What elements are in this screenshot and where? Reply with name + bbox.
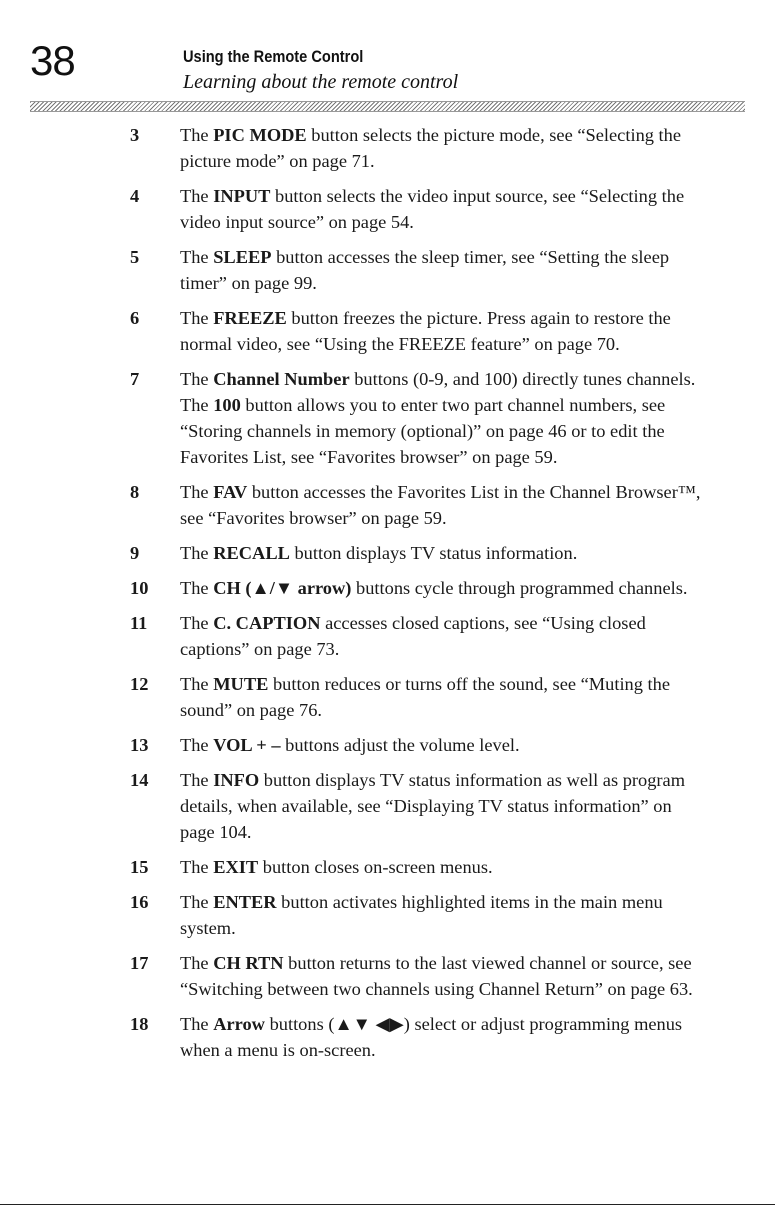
- item-number: 5: [130, 247, 140, 267]
- item-text: The Channel Number buttons (0-9, and 100) directly tunes channels. The 100 button allows you to enter two part channel numbers, see “Storing channels in memory (optional)” on page 46 or to edit the Favorites List, see “Favorites browser” on page 59.: [180, 369, 696, 467]
- item-text: The INFO button displays TV status information as well as program details, when available, see “Displaying TV status information” on page 104.: [180, 770, 686, 842]
- footer-rule: [0, 1204, 775, 1205]
- button-name: INFO: [213, 770, 260, 790]
- list-item: [0, 671, 775, 723]
- item-text: The EXIT button closes on-screen menus.: [180, 857, 493, 877]
- list-item: [0, 366, 775, 470]
- section-subtitle: Learning about the remote control: [183, 71, 459, 93]
- item-number: 9: [130, 543, 140, 563]
- list-item: [0, 183, 775, 235]
- item-text: The VOL + – buttons adjust the volume level.: [180, 735, 520, 755]
- item-list: [0, 122, 775, 1072]
- list-item: [0, 305, 775, 357]
- list-item: [0, 244, 775, 296]
- button-name: 100: [213, 395, 241, 415]
- list-item: [0, 1011, 775, 1063]
- list-item: [0, 122, 775, 174]
- item-text: The FAV button accesses the Favorites List in the Channel Browser™, see “Favorites browser” on page 59.: [180, 482, 701, 528]
- page-number: 38: [30, 37, 75, 84]
- item-number: 11: [130, 613, 148, 633]
- item-text: The SLEEP button accesses the sleep timer, see “Setting the sleep timer” on page 99.: [180, 247, 670, 293]
- item-number: 13: [130, 735, 149, 755]
- item-text: The FREEZE button freezes the picture. Press again to restore the normal video, see “Using the FREEZE feature” on page 70.: [180, 308, 671, 354]
- list-item: [0, 479, 775, 531]
- button-name: VOL + –: [213, 735, 281, 755]
- item-text: The CH RTN button returns to the last viewed channel or source, see “Switching between two channels using Channel Return” on page 63.: [180, 953, 693, 999]
- list-item: [0, 950, 775, 1002]
- button-name: SLEEP: [213, 247, 272, 267]
- item-number: 12: [130, 674, 149, 694]
- item-number: 3: [130, 125, 140, 145]
- button-name: FAV: [213, 482, 248, 502]
- item-number: 17: [130, 953, 149, 973]
- item-text: The CH (▲/▼ arrow) buttons cycle through programmed channels.: [180, 578, 688, 598]
- item-number: 6: [130, 308, 140, 328]
- list-item: [0, 540, 775, 566]
- item-text: The INPUT button selects the video input source, see “Selecting the video input source” on page 54.: [180, 186, 685, 232]
- item-number: 18: [130, 1014, 149, 1034]
- item-number: 8: [130, 482, 140, 502]
- button-name: MUTE: [213, 674, 269, 694]
- list-item: [0, 854, 775, 880]
- button-name: RECALL: [213, 543, 290, 563]
- button-name: C. CAPTION: [213, 613, 321, 633]
- list-item: [0, 889, 775, 941]
- button-name: Channel Number: [213, 369, 350, 389]
- item-number: 16: [130, 892, 149, 912]
- button-name: EXIT: [213, 857, 259, 877]
- item-number: 14: [130, 770, 149, 790]
- button-name: CH (▲/▼ arrow): [213, 578, 352, 598]
- item-number: 4: [130, 186, 140, 206]
- header-rule: [30, 101, 745, 112]
- button-name: INPUT: [213, 186, 271, 206]
- button-name: CH RTN: [213, 953, 284, 973]
- list-item: [0, 732, 775, 758]
- item-text: The Arrow buttons (▲▼ ◀▶) select or adjust programming menus when a menu is on-screen.: [180, 1014, 683, 1060]
- list-item: [0, 767, 775, 845]
- list-item: [0, 610, 775, 662]
- button-name: ENTER: [213, 892, 277, 912]
- item-text: The C. CAPTION accesses closed captions, see “Using closed captions” on page 73.: [180, 613, 646, 659]
- list-item: [0, 575, 775, 601]
- item-number: 15: [130, 857, 149, 877]
- item-text: The ENTER button activates highlighted items in the main menu system.: [180, 892, 663, 938]
- section-title: Using the Remote Control: [183, 47, 364, 66]
- item-text: The PIC MODE button selects the picture mode, see “Selecting the picture mode” on page 71.: [180, 125, 682, 171]
- button-name: Arrow: [213, 1014, 265, 1034]
- item-text: The RECALL button displays TV status information.: [180, 543, 578, 563]
- item-text: The MUTE button reduces or turns off the sound, see “Muting the sound” on page 76.: [180, 674, 671, 720]
- button-name: FREEZE: [213, 308, 287, 328]
- button-name: PIC MODE: [213, 125, 307, 145]
- item-number: 7: [130, 369, 140, 389]
- item-number: 10: [130, 578, 149, 598]
